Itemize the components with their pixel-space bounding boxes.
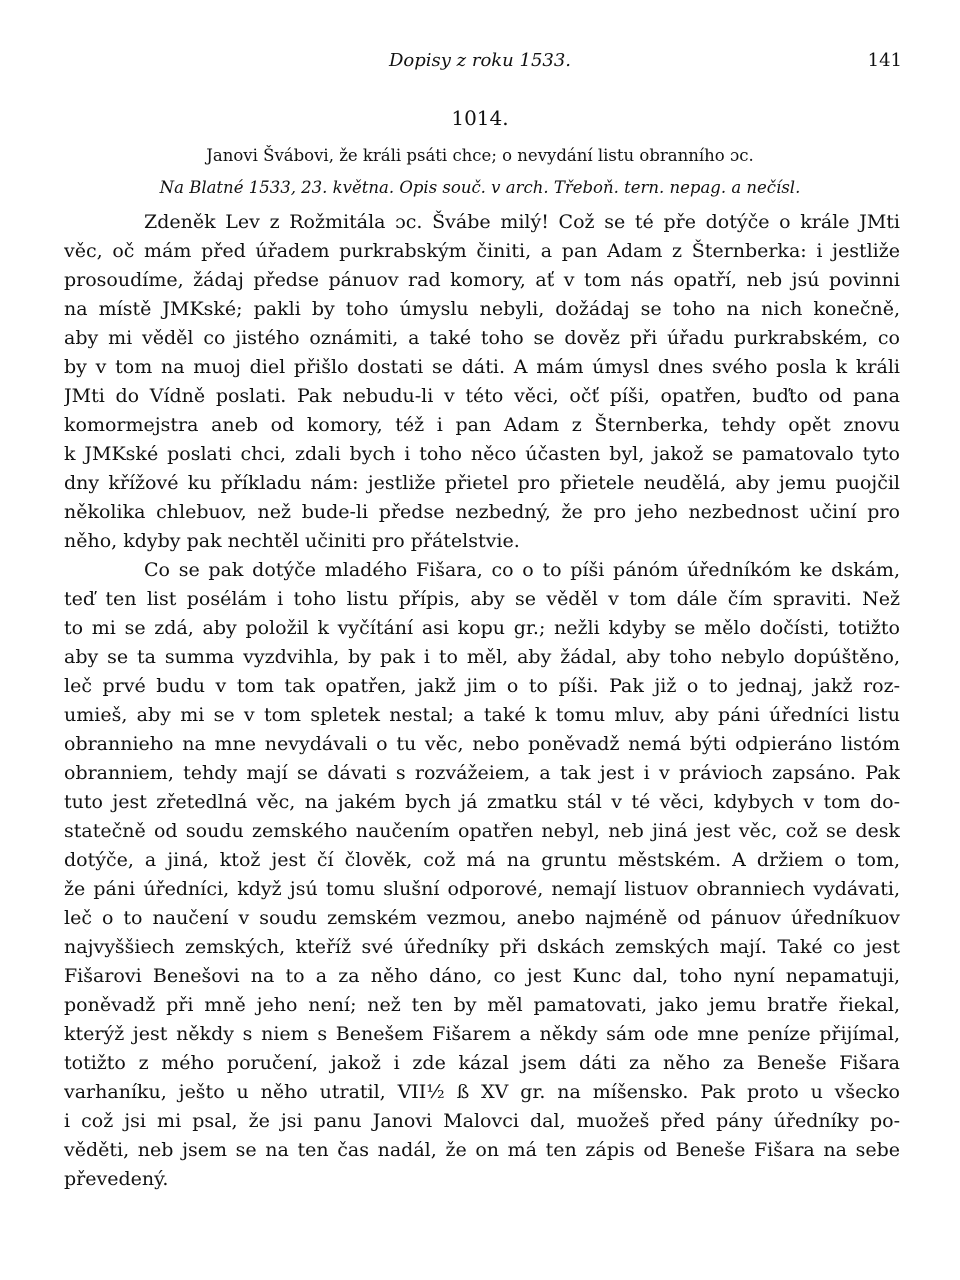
text-line: JMti do Vídně poslati. Pak nebudu-li v této věci, očť píši, opatřen, buďto od pana [64,385,900,407]
text-line: obranniem, tehdy mají se dávati s rozvážeiem, a tak jest i v právioch zapsáno. Pak [64,762,900,784]
text-line: umieš, aby mi se v tom spletek nestal; a také k tomu mluv, aby páni úředníci listu [64,704,900,726]
text-line: dotýče, a jiná, ktož jest čí člověk, což má na gruntu městském. A držiem o tom, [64,849,900,871]
running-title: Dopisy z roku 1533. [388,50,572,71]
text-line: kterýž jest někdy s niem s Benešem Fišarem a někdy sám ode mne peníze přijímal, [64,1023,900,1045]
text-line: dny křížové ku příkladu nám: jestliže přietel pro přietele neudělá, aby jemu puojčil [64,472,900,494]
document-heading: Janovi Švábovi, že králi psáti chce; o nevydání listu obranního ɔc. [206,146,754,165]
text-line: aby mi věděl co jistého oznámiti, a také toho se dověz při úřadu purkrabském, co [64,327,900,349]
document-number: 1014. [451,106,509,130]
text-line: totižto z mého poručení, jakož i zde kázal jsem dáti za něho za Beneše Fišara [64,1052,900,1074]
text-line: poněvadž při mně jeho není; než ten by měl pamatovati, jako jemu bratře řiekal, [64,994,900,1016]
text-line: převedený. [64,1168,169,1190]
text-line: věděti, neb jsem se na ten čas nadál, že on má ten zápis od Beneše Fišara na sebe [64,1139,900,1161]
page-number: 141 [867,50,902,71]
page-header [0,50,960,76]
text-line: prosoudíme, žádaj předse pánuov rad komory, ať v tom nás opatří, neb jsú povinni [64,269,900,291]
text-line: to mi se zdá, aby položil k vyčítání asi kopu gr.; nežli kdyby se mělo dočísti, totižto [64,617,900,639]
text-line: něho, kdyby pak nechtěl učiniti pro přátelstvie. [64,530,520,552]
text-line: Fišarovi Benešovi na to a za něho dáno, co jest Kunc dal, toho nyní nepamatuji, [64,965,900,987]
text-line: by v tom na muoj diel přišlo dostati se dáti. A mám úmysl dnes svého posla k králi [64,356,900,378]
text-line: aby se ta summa vyzdvihla, by pak i to měl, aby žádal, aby toho nebylo dopúštěno, [64,646,900,668]
text-line: tuto jest zřetedlná věc, na jakém bych já zmatku stál v té věci, kdybych v tom do- [64,791,900,813]
text-line: obrannieho na mne nevydávali o tu věc, nebo poněvadž nemá býti odpieráno listóm [64,733,900,755]
text-line: teď ten list posélám i toho listu přípis, aby se věděl v tom dále čím spraviti. Než [64,588,900,610]
text-line: několika chlebuov, než bude-li předse nezbedný, že pro jeho nezbednost učiní pro [64,501,900,523]
letter-body [64,208,900,1194]
text-line: statečně od soudu zemského naučením opatřen nebyl, neb jiná jest věc, což se desk [64,820,900,842]
text-line: že páni úředníci, když jsú tomu slušní odporové, nemají listuov obranniech vydávati, [64,878,900,900]
text-line: i což jsi mi psal, že jsi panu Janovi Malovci dal, muožeš před pány úředníky po- [64,1110,900,1132]
text-line: komormejstra aneb od komory, též i pan Adam z Šternberka, tehdy opět znovu [64,414,900,436]
text-line: leč prvé budu v tom tak opatřen, jakž jim o to píši. Pak již o to jednaj, jakž roz- [64,675,900,697]
text-line: k JMKské poslati chci, zdali bych i toho něco účasten byl, jakož se pamatovalo tyto [64,443,900,465]
text-line: leč o to naučení v soudu zemském vezmou, anebo najméně od pánuov úředníkuov [64,907,900,929]
text-line: varhaníku, ješto u něho utratil, VII½ ß XV gr. na míšensko. Pak proto u všecko [64,1081,900,1103]
text-line: Zdeněk Lev z Rožmitála ɔc. Švábe milý! Což se té pře dotýče o krále JMti [144,211,900,233]
text-line: Co se pak dotýče mladého Fišara, co o to píši pánóm úředníkóm ke dskám, [144,559,900,581]
text-line: na místě JMKské; pakli by toho úmyslu nebyli, dožádaj se toho na nich konečně, [64,298,900,320]
text-line: najvyššiech zemských, kteříž své úředníky při dskách zemských mají. Také co jest [64,936,900,958]
document-source: Na Blatné 1533, 23. května. Opis souč. v arch. Třeboň. tern. nepag. a nečísl. [159,178,801,197]
text-line: věc, oč mám před úřadem purkrabským činiti, a pan Adam z Šternberka: i jestliže [64,240,900,262]
